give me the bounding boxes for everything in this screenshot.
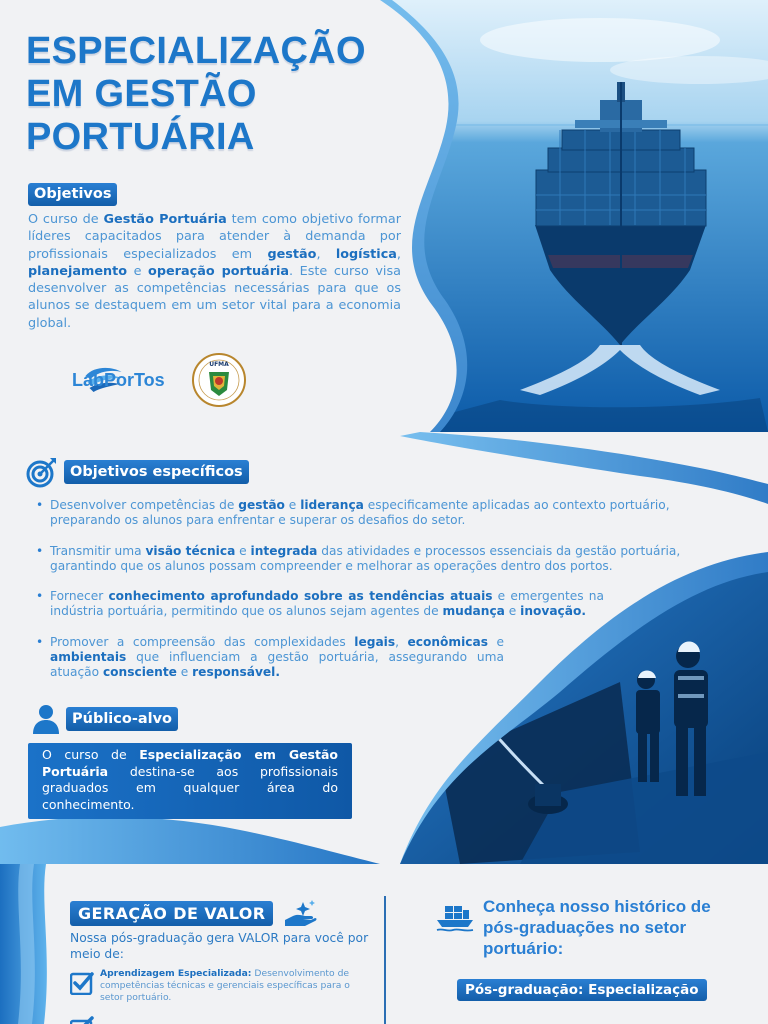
ufma-seal-label: UFMA [209, 361, 229, 368]
objetivos-paragraph: O curso de Gestão Portuária tem como objetivo formar líderes capacitados para atender à demanda por profissionais especializados em gestão, logística, planejamento e operação portuária. Este curso visa desenvolver as competências necessárias para que os alunos se destaquem em um setor vital para a economia global. [28, 212, 401, 331]
list-item: • Promover a compreensão das complexidades legais, econômicas e ambientais que influenciam a gestão portuária, assegurando uma atuação consciente e responsável. [34, 635, 504, 681]
list-item: • Transmitir uma visão técnica e integrada das atividades e processos essenciais da gestão portuária, garantindo que os alunos possam compreender e melhorar as operações dentro dos portos. [34, 544, 704, 575]
geracao-valor-intro: Nossa pós-graduação gera VALOR para você por meio de: [70, 931, 369, 961]
title-line: PORTUÁRIA [26, 116, 255, 158]
target-icon [26, 456, 58, 488]
title-line: EM GESTÃO [26, 73, 257, 115]
publico-alvo-box: O curso de Especialização em Gestão Portuária destina-se aos profissionais graduados em qualquer área do conhecimento. [28, 743, 352, 819]
page-title [26, 30, 406, 159]
list-item: • Fornecer conhecimento aprofundado sobre as tendências atuais e emergentes na indústria portuária, permitindo que os alunos sejam agentes de mudança e inovação. [34, 589, 604, 620]
objetivos-especificos-list [34, 498, 704, 696]
geracao-valor-heading: GERAÇÃO DE VALOR [70, 901, 273, 926]
labportos-logo: LabPorTos [72, 370, 165, 390]
geracao-item: Aprendizagem Especializada: Desenvolvimento de competências técnicas e gerenciais específicas para o setor portuário. [100, 968, 350, 1004]
list-item: • Desenvolver competências de gestão e liderança especificamente aplicadas ao contexto portuário, preparando os alunos para enfrentar e superar os desafios do setor. [34, 498, 704, 529]
hand-sparkle-icon [283, 898, 317, 928]
check-icon [70, 1016, 94, 1024]
section-divider [384, 896, 386, 1024]
objetivos-heading: Objetivos [28, 183, 117, 206]
user-icon [32, 704, 60, 734]
ship-icon [435, 900, 475, 932]
objetivos-especificos-heading: Objetivos específicos [64, 460, 249, 484]
title-line: ESPECIALIZAÇÃO [26, 30, 366, 72]
ufma-seal-icon [191, 352, 247, 408]
check-icon [70, 971, 94, 995]
publico-alvo-heading: Público-alvo [66, 707, 178, 731]
historico-heading: Conheça nosso histórico de pós-graduações no setor portuário: [483, 897, 711, 958]
pos-graduacao-badge: Pós-graduação: Especialização [457, 979, 707, 1001]
